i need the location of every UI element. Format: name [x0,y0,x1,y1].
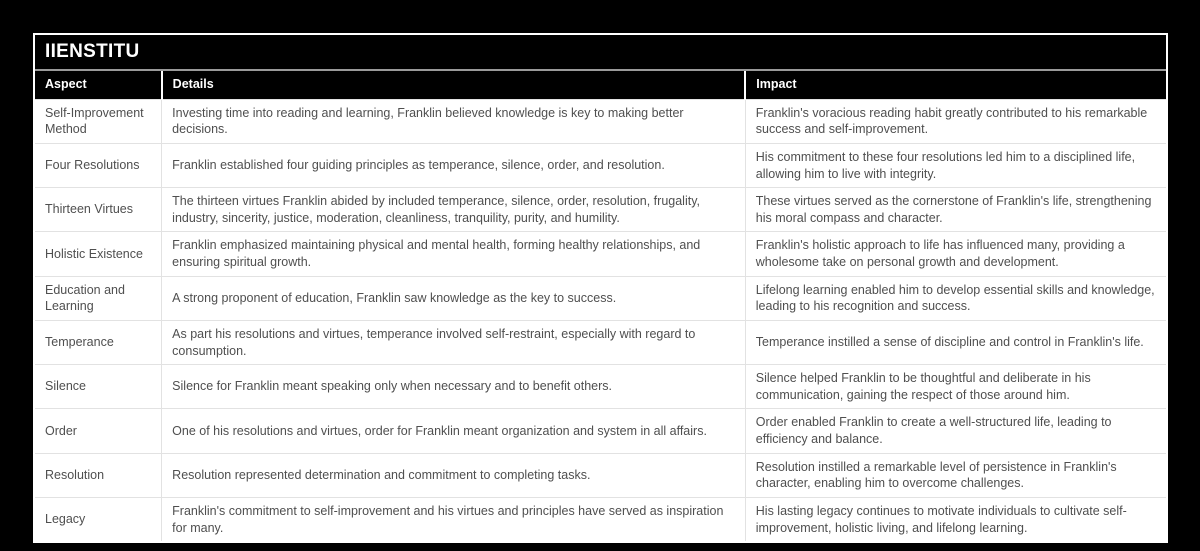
impact-cell: Order enabled Franklin to create a well-structured life, leading to efficiency and balance. [745,409,1166,453]
franklin-table [35,71,1166,541]
table-body [35,99,1166,541]
table-row [35,276,1166,320]
impact-cell: Resolution instilled a remarkable level of persistence in Franklin's character, enabling him to overcome challenges. [745,453,1166,497]
aspect-cell: Legacy [35,497,162,541]
table-row [35,232,1166,276]
details-cell: One of his resolutions and virtues, order for Franklin meant organization and system in all affairs. [162,409,746,453]
brand-title: IIENSTITU [35,35,1166,71]
column-header-aspect: Aspect [35,71,162,99]
header-row [35,71,1166,99]
aspect-cell: Holistic Existence [35,232,162,276]
franklin-table-card [33,33,1168,543]
table-row [35,453,1166,497]
aspect-cell: Resolution [35,453,162,497]
impact-cell: These virtues served as the cornerstone of Franklin's life, strengthening his moral compass and character. [745,188,1166,232]
table-row [35,320,1166,364]
details-cell: Resolution represented determination and commitment to completing tasks. [162,453,746,497]
impact-cell: Franklin's voracious reading habit greatly contributed to his remarkable success and self-improvement. [745,99,1166,143]
table-row [35,143,1166,187]
table-header [35,71,1166,99]
details-cell: Franklin emphasized maintaining physical and mental health, forming healthy relationships, and ensuring spiritual growth. [162,232,746,276]
table-row [35,409,1166,453]
impact-cell: His commitment to these four resolutions led him to a disciplined life, allowing him to live with integrity. [745,143,1166,187]
details-cell: The thirteen virtues Franklin abided by included temperance, silence, order, resolution, frugality, industry, sincerity, justice, moderation, cleanliness, tranquility, purity, and humility. [162,188,746,232]
table-row [35,497,1166,541]
details-cell: Franklin's commitment to self-improvement and his virtues and principles have served as inspiration for many. [162,497,746,541]
column-header-details: Details [162,71,746,99]
impact-cell: His lasting legacy continues to motivate individuals to cultivate self-improvement, holistic living, and lifelong learning. [745,497,1166,541]
aspect-cell: Order [35,409,162,453]
impact-cell: Temperance instilled a sense of discipline and control in Franklin's life. [745,320,1166,364]
column-header-impact: Impact [745,71,1166,99]
aspect-cell: Four Resolutions [35,143,162,187]
impact-cell: Silence helped Franklin to be thoughtful and deliberate in his communication, gaining the respect of those around him. [745,365,1166,409]
impact-cell: Franklin's holistic approach to life has influenced many, providing a wholesome take on personal growth and development. [745,232,1166,276]
details-cell: As part his resolutions and virtues, temperance involved self-restraint, especially with regard to consumption. [162,320,746,364]
details-cell: Franklin established four guiding principles as temperance, silence, order, and resolution. [162,143,746,187]
aspect-cell: Self-Improvement Method [35,99,162,143]
aspect-cell: Temperance [35,320,162,364]
table-row [35,99,1166,143]
aspect-cell: Silence [35,365,162,409]
details-cell: Investing time into reading and learning, Franklin believed knowledge is key to making better decisions. [162,99,746,143]
details-cell: A strong proponent of education, Franklin saw knowledge as the key to success. [162,276,746,320]
impact-cell: Lifelong learning enabled him to develop essential skills and knowledge, leading to his recognition and success. [745,276,1166,320]
aspect-cell: Thirteen Virtues [35,188,162,232]
table-row [35,188,1166,232]
table-row [35,365,1166,409]
details-cell: Silence for Franklin meant speaking only when necessary and to benefit others. [162,365,746,409]
aspect-cell: Education and Learning [35,276,162,320]
